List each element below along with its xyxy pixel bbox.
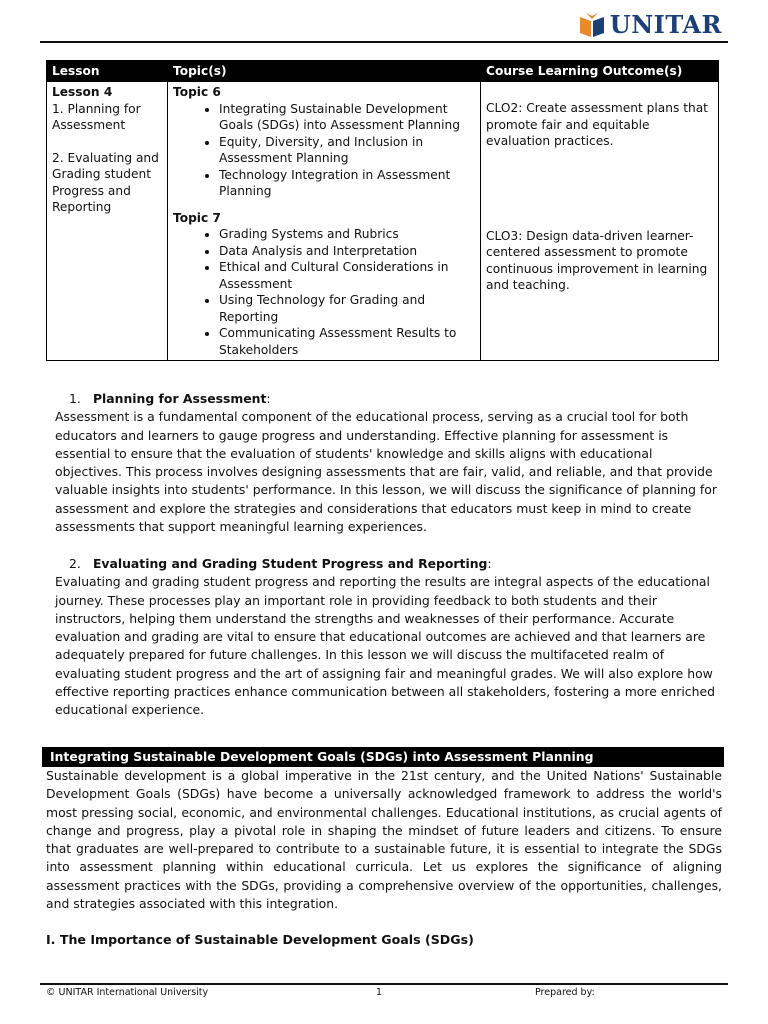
- logo-text: UNITAR: [609, 10, 722, 39]
- clo-cell: [481, 82, 719, 361]
- section-2-heading: [55, 555, 723, 573]
- table-row: [47, 82, 719, 361]
- section-2-number: 2.: [69, 556, 81, 571]
- section-evaluating: [55, 555, 723, 720]
- header-topics: Topic(s): [168, 61, 481, 82]
- topic-6-list: [173, 101, 475, 200]
- section-1-title: Planning for Assessment: [92, 391, 267, 406]
- footer-copyright: © UNITAR International University: [46, 987, 209, 998]
- footer-rule: [40, 983, 728, 985]
- section-2-colon: :: [487, 556, 492, 571]
- section-2-title: Evaluating and Grading Student Progress and Reporting: [92, 556, 488, 571]
- header-rule: [40, 41, 728, 43]
- list-item: • Data Analysis and Interpretation: [219, 243, 475, 260]
- section-1-body: Assessment is a fundamental component of the educational process, serving as a crucial tool for both educators and learners to gauge progress and understanding. Effective planning for assessment is essential to ensure that the evaluation of students' knowledge and skills aligns with educational objectives. This process involves designing assessments that are fair, valid, and reliable, and that provide valuable insights into students' performance. In this lesson, we will discuss the significance of planning for assessment and explore the strategies and considerations that educators must keep in mind to create assessments that support meaningful learning experiences.: [55, 409, 717, 535]
- section-1-heading: [55, 390, 723, 408]
- sdg-subheading: I. The Importance of Sustainable Development Goals (SDGs): [46, 932, 474, 947]
- header-lesson: Lesson: [47, 61, 168, 82]
- section-1-colon: :: [266, 391, 271, 406]
- section-planning: [55, 390, 723, 536]
- clo2-text: CLO2: Create assessment plans that promote fair and equitable evaluation practices.: [486, 101, 708, 148]
- topic-7-list: [173, 226, 475, 358]
- topics-cell: [168, 82, 481, 361]
- book-logo-icon: [578, 11, 606, 39]
- topic-7-title: Topic 7: [173, 210, 221, 225]
- header-clo: Course Learning Outcome(s): [481, 61, 719, 82]
- list-item: • Technology Integration in Assessment Planning: [219, 167, 475, 200]
- footer-page-number: 1: [376, 987, 383, 998]
- table-header-row: [47, 61, 719, 82]
- lesson-item: 2. Evaluating and Grading student Progress and Reporting: [52, 150, 159, 214]
- list-item: • Ethical and Cultural Considerations in Assessment: [219, 259, 475, 292]
- section-1-number: 1.: [69, 391, 81, 406]
- list-item: • Grading Systems and Rubrics: [219, 226, 475, 243]
- sdg-body: Sustainable development is a global imperative in the 21st century, and the United Nations' Sustainable Development Goals (SDGs) have become a universally acknowledged framework to address the world's most pressing social, economic, and environmental challenges. Educational institutions, as crucial agents of change and progress, play a pivotal role in shaping the mindset of future leaders and citizens. To ensure that graduates are well-prepared to contribute to a sustainable future, it is essential to integrate the SDGs into assessment planning within educational curricula. Let us explores the significance of aligning assessment practices with the SDGs, providing a comprehensive overview of the opportunities, challenges, and strategies associated with this integration.: [46, 768, 722, 912]
- lesson-title: Lesson 4: [52, 85, 113, 99]
- list-item: • Communicating Assessment Results to Stakeholders: [219, 325, 475, 358]
- topic-6-title: Topic 6: [173, 85, 221, 99]
- sdg-section-title: Integrating Sustainable Development Goals (SDGs) into Assessment Planning: [42, 747, 724, 767]
- unitar-logo: [578, 10, 722, 39]
- lesson-item: 1. Planning for Assessment: [52, 101, 141, 132]
- section-2-body: Evaluating and grading student progress and reporting the results are integral aspects of the educational journey. These processes play an important role in providing feedback to both students and their instructors, helping them understand the strengths and weaknesses of their performance. Accurate evaluation and grading are vital to ensure that educational outcomes are achieved and that learners are adequately prepared for future challenges. In this lesson we will discuss the multifaceted realm of evaluating student progress and the art of assigning fair and meaningful grades. We will also explore how effective reporting practices enhance communication between all stakeholders, fostering a more enriched educational experience.: [55, 574, 715, 718]
- lesson-cell: [47, 82, 168, 361]
- lesson-table: [46, 60, 719, 361]
- list-item: • Integrating Sustainable Development Goals (SDGs) into Assessment Planning: [219, 101, 475, 134]
- list-item: • Using Technology for Grading and Reporting: [219, 292, 475, 325]
- clo3-text: CLO3: Design data-driven learner-centered assessment to promote continuous improvement in learning and teaching.: [486, 228, 708, 292]
- list-item: • Equity, Diversity, and Inclusion in Assessment Planning: [219, 134, 475, 167]
- footer-prepared: Prepared by:: [535, 987, 595, 998]
